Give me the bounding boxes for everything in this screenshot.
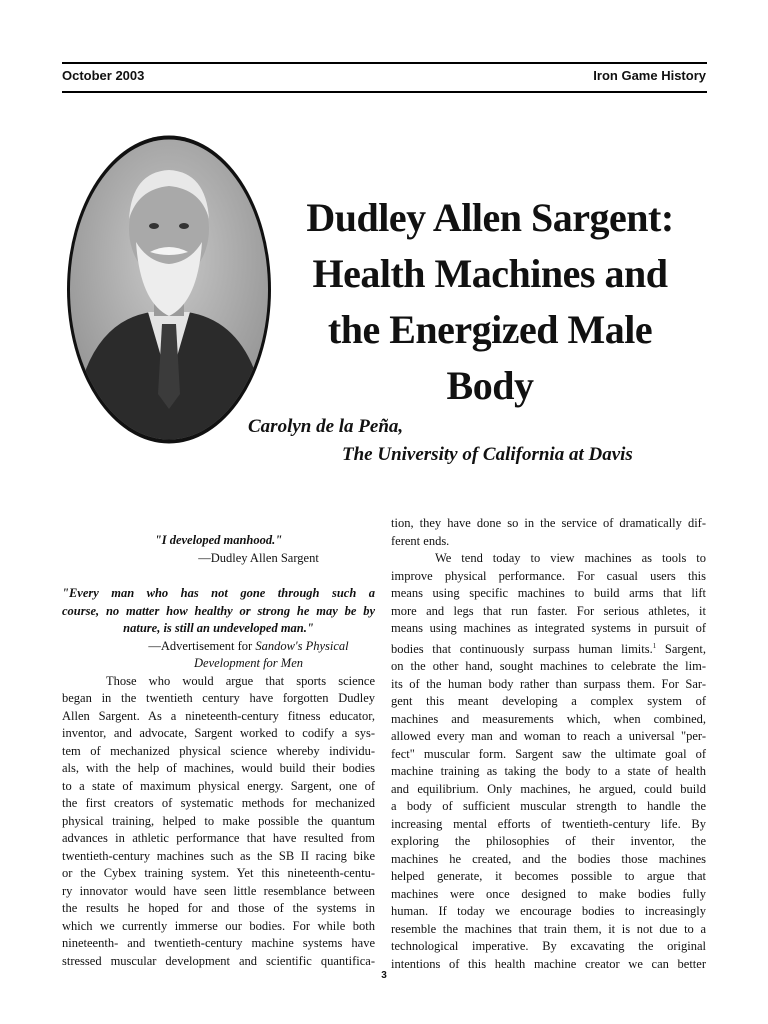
epigraph-quote-line: nature, is still an undeveloped man." [123,621,314,635]
page-number: 3 [381,970,387,981]
body-line: on the other hand, sought machines to celebrate the lim- [391,659,706,674]
body-line: or the Cybex training system. Yet this nineteenth-centu- [62,866,375,880]
body-line: twentieth-century machines such as the SB II racing bike [62,848,375,863]
epigraph-quote: "I developed manhood." [154,533,283,547]
issue-date: October 2003 [62,68,145,83]
body-line: We tend today to view machines as tools to [435,551,706,565]
body-line: began in the twentieth century have forgotten Dudley [62,691,375,705]
body-line: increasing mental efforts of twentieth-century life. By [391,816,706,831]
epigraph-quote-line: course, no matter how healthy or strong he may be by [62,603,375,618]
body-line: advances in athletic performance that have resulted from [62,831,375,845]
left-column [62,532,375,970]
epigraph-quote-line: "Every man who has not gone through such a [62,586,375,600]
body-line: to a state of maximum physical energy. Sargent, one of [62,778,375,793]
body-line: nineteenth- and twentieth-century machine systems have [62,936,375,950]
header-rule-bottom [62,91,707,93]
body-line: machine training as taking the body to a state of health [391,764,706,779]
body-line: allowed every man and woman to reach a universal "per- [391,729,706,744]
body-line: stressed muscular development and scientific quantifica- [62,953,375,968]
body-line: helped generate, it becomes possible to argue that [391,869,706,884]
journal-name: Iron Game History [593,68,706,83]
body-line: improve physical performance. For casual users this [391,568,706,583]
epigraph-attribution: —Dudley Allen Sargent [198,550,319,565]
body-line: gent this meant developing a complex system of [391,694,706,709]
author-affiliation: The University of California at Davis [342,444,633,465]
body-line: resemble the machines that train them, it is not due to a [391,921,706,936]
body-line: and equilibrium. Only machines, he argued, could build [391,781,706,796]
body-line: human. If today we encourage bodies to increasingly [391,904,706,919]
title-line: Dudley Allen Sargent: [306,195,674,240]
body-line: Allen Sargent. As a nineteenth-century fitness educator, [62,708,375,723]
body-line: machines were once designed to make bodies fully [391,886,706,901]
body-line: ferent ends. [391,533,450,548]
body-text: bodies that continuously surpass human limits. [391,641,653,656]
body-line: a body of sufficient muscular strength to handle the [391,799,706,814]
body-line: which we currently immerse our bodies. For while both [62,918,375,933]
portrait-photo [66,134,272,445]
body-line: fect" muscular form. Sargent saw the ultimate goal of [391,746,706,761]
body-line: exploring the philosophies of their inventor, the [391,834,706,849]
body-line: intentions of this health machine creator we can better [391,956,706,971]
body-line: means using specific machines to build arms that lift [391,586,706,600]
body-line: machines he created, and the bodies those machines [391,851,706,866]
title-line: Body [446,363,534,408]
body-line: physical training, helped to make possible the quantum [62,813,375,828]
body-line: tem of mechanized physical science whereby individu- [62,743,375,758]
body-line: als, with the help of machines, would build their bodies [62,761,375,775]
body-line [391,638,706,659]
attribution-source: Sandow's Physical [255,638,349,653]
body-line: machines and measurements which, when combined, [391,711,706,726]
body-line: its of the human body rather than surpass them. For Sar- [391,676,706,691]
body-line: tion, they have done so in the service of dramatically dif- [391,516,706,530]
body-line: inventor, and advocate, Sargent worked to codify a sys- [62,726,375,740]
article-title [280,190,700,414]
epigraph-attribution [62,638,375,656]
right-column [391,515,706,973]
body-line: more and legs that run faster. For serious athletes, it [391,603,706,618]
footnote-marker: 1 [652,641,657,650]
title-line: the Energized Male [327,307,653,352]
body-line: the first creators of systematic methods for mechanized [62,796,375,810]
body-text: Sargent, [656,641,707,656]
body-line: the results he hoped for and those of the systems in [62,901,375,915]
body-line: technological imperative. By excavating the original [391,939,706,954]
body-line: means using machines as integrated systems in pursuit of [391,621,706,635]
header-rule-top [62,62,707,64]
attribution-prefix: —Advertisement for [148,638,256,653]
author-name: Carolyn de la Peña, [248,416,404,437]
body-line: Those who would argue that sports science [106,673,375,688]
body-line: ry innovator would have seen little resemblance between [62,883,375,898]
attribution-source: Development for Men [194,656,303,670]
title-line: Health Machines and [312,251,668,296]
